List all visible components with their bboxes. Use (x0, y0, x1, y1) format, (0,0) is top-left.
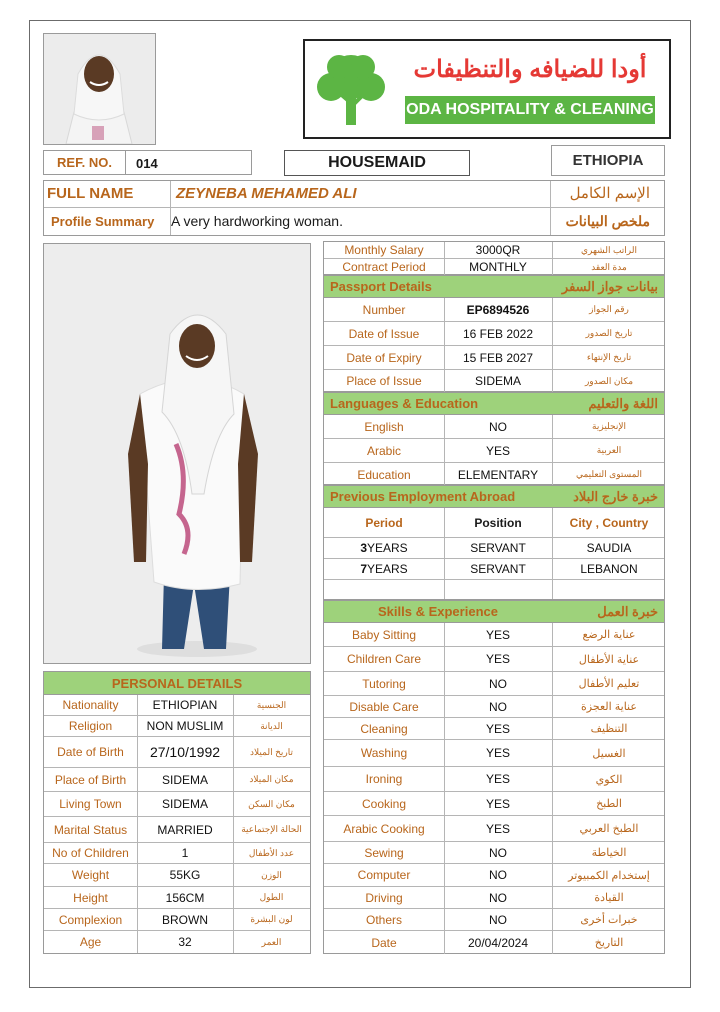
row-arabic-label: الإنجليزية (592, 421, 626, 431)
full-name-label: FULL NAME (47, 185, 134, 202)
row-label: Disable Care (349, 699, 419, 714)
table-row (324, 864, 664, 887)
row-arabic-label: تاريخ الميلاد (250, 746, 293, 757)
table-row (324, 346, 664, 370)
row-label: Monthly Salary (344, 243, 424, 257)
row-label: No of Children (52, 846, 129, 860)
logo-english-text: ODA HOSPITALITY & CLEANING (405, 96, 655, 124)
row-divider (233, 716, 234, 736)
row-label: Washing (360, 746, 408, 760)
row-arabic-label: العمر (261, 936, 282, 947)
row-arabic-label: الطول (259, 892, 284, 902)
row-divider (552, 463, 553, 486)
row-value: YES (485, 796, 510, 811)
languages-table (323, 392, 665, 485)
row-divider (552, 647, 553, 671)
row-divider (444, 623, 445, 646)
row-value: 15 FEB 2027 (462, 350, 534, 365)
row-label: Baby Sitting (351, 627, 417, 642)
row-divider (137, 843, 138, 863)
employment-period: 3 YEARS (360, 541, 408, 555)
table-row (324, 439, 664, 463)
row-divider (137, 864, 138, 886)
table-row (44, 887, 310, 909)
row-divider (552, 623, 553, 646)
row-divider (552, 242, 553, 258)
row-arabic-label: المستوى التعليمي (575, 469, 643, 479)
row-divider (552, 672, 553, 695)
table-row (324, 696, 664, 718)
row-arabic-label: الحالة الإجتماعية (241, 824, 302, 834)
ref-value: 014 (136, 156, 158, 171)
row-arabic-label: تاريخ الصدور (585, 328, 633, 338)
row-arabic-label: عدد الأطفال (248, 847, 295, 858)
skills-table (323, 600, 665, 954)
row-value: NO (489, 676, 507, 691)
employment-table (323, 485, 665, 600)
row-value: 1 (181, 846, 189, 860)
row-value: YES (485, 772, 510, 786)
table-row (324, 580, 664, 600)
person-portrait-icon (44, 34, 155, 144)
summary-label: Profile Summary (51, 214, 155, 229)
full-name-value: ZEYNEBA MEHAMED ALI (176, 185, 357, 202)
identity-table (43, 180, 665, 236)
passport-title-arabic: بيانات جواز السفر (561, 278, 658, 294)
table-row (44, 843, 310, 864)
table-row (44, 909, 310, 931)
table-row (324, 415, 664, 439)
tree-logo-icon (313, 51, 389, 129)
row-divider (137, 817, 138, 842)
table-row (324, 792, 664, 816)
table-row (324, 559, 664, 580)
ref-label: REF. NO. (57, 155, 112, 170)
row-label: Height (73, 890, 108, 905)
row-divider (552, 696, 553, 717)
row-label: Date of Expiry (346, 350, 422, 365)
row-label: Children Care (346, 652, 422, 666)
row-arabic-label: العربية (596, 445, 622, 455)
row-arabic-label: عناية الرضع (582, 629, 636, 641)
row-arabic-label: إستخدام الكمبيوتر (568, 869, 650, 882)
summary-value: A very hardworking woman. (171, 213, 343, 229)
row-divider (137, 737, 138, 767)
country-box (551, 145, 665, 176)
row-label: English (364, 419, 404, 434)
employment-title: Previous Employment Abroad (330, 489, 516, 504)
row-arabic-label: عناية الأطفال (578, 653, 640, 666)
table-row (324, 767, 664, 792)
row-divider (137, 909, 138, 930)
row-label: Driving (365, 890, 403, 905)
table-row (324, 887, 664, 909)
passport-title: Passport Details (330, 279, 432, 294)
row-value: MONTHLY (469, 260, 527, 274)
row-value: 27/10/1992 (149, 744, 221, 760)
row-label: Computer (357, 868, 411, 882)
row-value: YES (485, 821, 510, 836)
row-arabic-label: الخياطة (591, 847, 627, 859)
row-arabic-label: القيادة (594, 892, 624, 904)
table-row (324, 623, 664, 647)
row-value: SIDEMA (161, 797, 208, 811)
row-divider (233, 817, 234, 842)
full-body-photo (43, 243, 311, 664)
row-value: YES (485, 721, 510, 736)
row-divider (552, 346, 553, 369)
row-divider (233, 909, 234, 930)
row-divider (552, 909, 553, 930)
row-value: 55KG (169, 868, 201, 882)
employment-col-period: Period (365, 515, 403, 530)
row-divider (444, 346, 445, 369)
row-divider (444, 767, 445, 791)
table-row (324, 242, 664, 259)
row-arabic-label: الطبخ العربي (579, 823, 639, 835)
row-divider (552, 842, 553, 863)
languages-section-header (324, 393, 664, 415)
row-arabic-label: الديانة (260, 720, 283, 731)
row-divider (444, 298, 445, 321)
row-divider (233, 931, 234, 953)
row-arabic-label: الراتب الشهري (581, 244, 637, 255)
row-divider (137, 931, 138, 953)
row-label: Marital Status (53, 822, 128, 837)
row-value: NO (489, 699, 507, 714)
table-row (44, 864, 310, 887)
table-row (44, 931, 310, 953)
row-label: Sewing (364, 845, 404, 860)
person-full-body-icon (44, 244, 310, 663)
row-arabic-label: عناية العجزة (581, 701, 637, 713)
row-divider (137, 716, 138, 736)
row-arabic-label: لون البشرة (250, 914, 293, 924)
row-divider (233, 695, 234, 715)
row-arabic-label: مكان السكن (248, 798, 295, 809)
passport-table (323, 275, 665, 392)
row-label: Tutoring (362, 676, 406, 691)
row-divider (444, 887, 445, 908)
row-divider (552, 931, 553, 954)
row-value: EP6894526 (466, 302, 530, 317)
table-row (324, 322, 664, 346)
row-divider (444, 370, 445, 392)
table-row (324, 259, 664, 275)
row-value: NON MUSLIM (146, 719, 224, 733)
employment-col-position: Position (474, 515, 522, 530)
row-divider (444, 842, 445, 863)
row-label: Others (365, 912, 402, 927)
row-divider (444, 647, 445, 671)
contract-table (323, 241, 665, 275)
table-row (324, 931, 664, 954)
row-arabic-label: رقم الجواز (589, 304, 629, 314)
row-divider (233, 792, 234, 816)
employment-section-header (324, 486, 664, 508)
row-divider (444, 439, 445, 462)
row-arabic-label: مكان الصدور (584, 375, 634, 386)
row-divider (444, 909, 445, 930)
table-row (324, 370, 664, 392)
row-arabic-label: خبرات أخرى (580, 914, 638, 926)
table-row (44, 716, 310, 737)
row-arabic-label: التاريخ (594, 937, 624, 949)
table-row (44, 768, 310, 792)
employment-col-country: City , Country (569, 515, 649, 530)
row-label: Ironing (365, 772, 403, 786)
employment-title-arabic: خبرة خارج البلاد (573, 488, 658, 504)
row-value: YES (485, 443, 510, 458)
passport-section-header (324, 276, 664, 298)
summary-arabic: ملخص البيانات (565, 213, 650, 229)
ref-value-box (125, 150, 252, 175)
employment-position: SERVANT (470, 562, 526, 576)
row-value: MARRIED (157, 822, 213, 837)
row-arabic-label: الطبخ (596, 798, 622, 810)
ref-label-box (43, 150, 126, 175)
row-value: 3000QR (475, 243, 521, 257)
row-divider (444, 415, 445, 438)
row-arabic-label: تاريخ الإنتهاء (586, 352, 632, 362)
row-value: SIDEMA (161, 772, 208, 787)
personal-details-title: PERSONAL DETAILS (44, 672, 310, 695)
table-row (44, 695, 310, 716)
row-divider (552, 740, 553, 766)
table-row (324, 816, 664, 842)
row-arabic-label: تعليم الأطفال (578, 678, 640, 690)
row-label: Arabic Cooking (343, 821, 425, 836)
row-label: Date of Issue (348, 326, 420, 341)
row-value: NO (489, 912, 507, 927)
portrait-photo-small (43, 33, 156, 145)
row-divider (444, 463, 445, 486)
row-value: 156CM (165, 890, 205, 905)
row-divider (444, 672, 445, 695)
row-divider (137, 768, 138, 791)
skills-section-header (324, 601, 664, 623)
row-value: BROWN (162, 912, 208, 927)
row-divider (137, 887, 138, 908)
row-value: YES (485, 746, 510, 760)
row-divider (444, 740, 445, 766)
row-divider (444, 259, 445, 275)
row-divider (552, 887, 553, 908)
row-divider (137, 695, 138, 715)
table-row (324, 842, 664, 864)
row-label: Cleaning (360, 721, 408, 736)
row-value: NO (489, 419, 507, 434)
table-row (44, 817, 310, 843)
row-arabic-label: الغسيل (592, 747, 626, 760)
row-label: Age (79, 935, 102, 949)
row-divider (444, 816, 445, 841)
row-label: Place of Birth (54, 772, 127, 787)
employment-country: SAUDIA (586, 541, 632, 555)
row-divider (444, 931, 445, 954)
employment-position: SERVANT (470, 541, 526, 555)
row-value: NO (489, 845, 507, 860)
row-divider (233, 768, 234, 791)
row-divider (552, 718, 553, 739)
row-divider (552, 322, 553, 345)
row-value: ELEMENTARY (457, 467, 539, 482)
row-divider (444, 322, 445, 345)
table-row (44, 737, 310, 768)
employment-country: LEBANON (580, 562, 638, 576)
row-value: 16 FEB 2022 (462, 326, 534, 341)
table-row (324, 647, 664, 672)
row-label: Nationality (62, 698, 119, 712)
row-label: Complexion (58, 912, 123, 927)
row-arabic-label: الوزن (261, 869, 282, 880)
row-value: NO (489, 890, 507, 905)
row-label: Religion (68, 719, 113, 733)
row-divider (552, 370, 553, 392)
row-label: Date of Birth (57, 745, 124, 759)
table-row (324, 718, 664, 740)
row-value: NO (489, 868, 507, 882)
table-row (324, 298, 664, 322)
row-label: Date (371, 935, 397, 950)
skills-title: Skills & Experience (378, 604, 498, 619)
employment-period: 7 YEARS (360, 562, 408, 576)
row-value: YES (485, 652, 510, 666)
row-divider (552, 864, 553, 886)
row-divider (552, 259, 553, 275)
row-divider (233, 843, 234, 863)
row-arabic-label: مكان الميلاد (249, 774, 294, 784)
row-divider (444, 696, 445, 717)
row-label: Living Town (59, 797, 122, 811)
position-box (284, 150, 470, 176)
skills-title-arabic: خبرة العمل (597, 603, 658, 619)
row-label: Arabic (366, 443, 401, 458)
row-divider (233, 737, 234, 767)
row-value: 32 (178, 935, 192, 949)
languages-title: Languages & Education (330, 396, 479, 411)
row-divider (444, 864, 445, 886)
table-row (324, 463, 664, 486)
row-arabic-label: الجنسية (256, 699, 287, 710)
personal-details-table (43, 671, 311, 954)
row-divider (444, 718, 445, 739)
row-label: Cooking (361, 796, 407, 811)
row-divider (552, 767, 553, 791)
row-divider (552, 298, 553, 321)
row-divider (552, 792, 553, 815)
row-divider (137, 792, 138, 816)
row-divider (552, 439, 553, 462)
row-divider (552, 415, 553, 438)
table-row (44, 792, 310, 817)
row-label: Place of Issue (346, 374, 422, 388)
row-value: YES (485, 627, 510, 642)
row-value: 20/04/2024 (467, 935, 529, 950)
table-row (324, 538, 664, 559)
row-divider (552, 816, 553, 841)
row-label: Education (357, 467, 411, 482)
row-label: Contract Period (342, 260, 426, 274)
row-divider (444, 242, 445, 258)
country-title: ETHIOPIA (572, 152, 644, 169)
row-divider (233, 887, 234, 908)
logo-arabic-text: أودا للضيافه والتنظيفات (413, 56, 647, 83)
row-divider (444, 792, 445, 815)
position-title: HOUSEMAID (328, 154, 426, 171)
company-logo (303, 39, 671, 139)
table-row (324, 909, 664, 931)
row-arabic-label: التنظيف (590, 723, 628, 735)
row-arabic-label: مدة العقد (591, 261, 627, 272)
table-row (324, 740, 664, 767)
row-label: Weight (71, 868, 110, 882)
row-divider (233, 864, 234, 886)
row-arabic-label: الكوي (595, 773, 623, 786)
full-name-arabic: الإسم الكامل (569, 185, 650, 202)
table-row (324, 672, 664, 696)
languages-title-arabic: اللغة والتعليم (588, 395, 658, 411)
row-value: SIDEMA (474, 374, 521, 388)
row-value: ETHIOPIAN (152, 698, 218, 712)
row-label: Number (362, 302, 406, 317)
